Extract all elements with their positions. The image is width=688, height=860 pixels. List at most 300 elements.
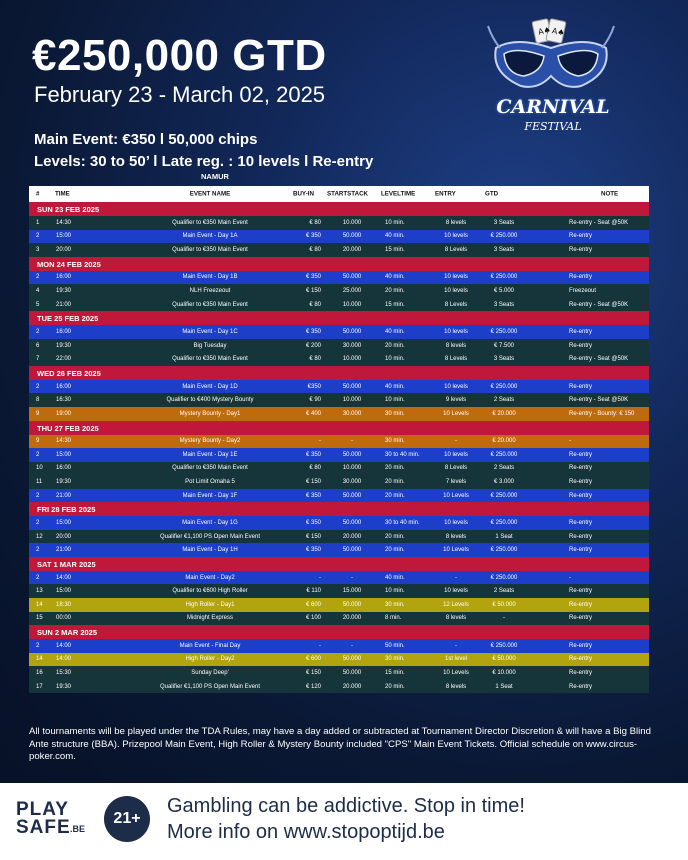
day-header	[29, 625, 649, 639]
cell-leveltime: 30 to 40 min.	[385, 520, 420, 527]
cell-entry: 10 levels	[444, 520, 468, 527]
cell-note: Re-entry	[569, 642, 593, 649]
cell-number: 15	[36, 615, 43, 622]
cell-time: 15:00	[56, 451, 72, 458]
cell-buyin: € 400	[305, 410, 321, 417]
cell-note: Re-entry	[569, 588, 593, 595]
cell-event: Main Event - Day 1D	[182, 383, 238, 390]
cell-startstack: -	[351, 438, 353, 445]
table-header	[29, 186, 649, 202]
col-header-event: EVENT NAME	[189, 190, 231, 198]
playsafe-logo-line2: SAFE	[16, 817, 71, 838]
cell-note: Re-entry - Seat @50K	[569, 219, 629, 226]
cell-number: 9	[36, 438, 40, 445]
footer-note: All tournaments will be played under the TDA Rules, may have a day added or subtracted at Tournament Director Discretion & will have a Big Blind Ante structure (BBA). Prizepool Main Event, High Roller & Mystery Bounty included "CPS" Main Event Tickets. Official schedule on www.circus-poker.com.	[29, 726, 651, 763]
cell-leveltime: 50 min.	[385, 642, 405, 649]
cell-buyin: € 600	[305, 656, 321, 663]
cell-entry: 8 levels	[445, 342, 467, 349]
cell-gtd: € 250.000	[490, 574, 518, 581]
cell-event: Main Event - Day2	[185, 574, 235, 581]
cell-entry: 8 levels	[445, 533, 467, 540]
cell-leveltime: 40 min.	[385, 574, 405, 581]
table-row	[29, 325, 649, 339]
cell-note: Re-entry	[569, 533, 593, 540]
cell-startstack: 50.000	[342, 601, 362, 608]
carnival-festival-logo	[478, 8, 628, 140]
schedule-table	[29, 186, 649, 693]
cell-time: 19:30	[56, 683, 72, 690]
cell-time: 16:00	[56, 465, 72, 472]
cell-leveltime: 30 min.	[385, 410, 405, 417]
cell-buyin: € 350	[305, 329, 321, 336]
table-row	[29, 571, 649, 585]
cell-leveltime: 15 min.	[385, 246, 405, 253]
cell-number: 11	[36, 478, 43, 485]
day-label: FRI 28 FEB 2025	[37, 505, 96, 515]
cell-gtd: 2 Seats	[493, 397, 515, 404]
cell-leveltime: 10 min.	[385, 588, 405, 595]
cell-gtd: € 250.000	[490, 383, 518, 390]
cell-buyin: € 350	[305, 451, 321, 458]
svg-text:A♠: A♠	[551, 26, 566, 38]
table-row	[29, 284, 649, 298]
cell-note: Re-entry	[569, 465, 593, 472]
cell-number: 2	[36, 383, 40, 390]
logo-subtitle: FESTIVAL	[524, 120, 582, 133]
cell-buyin: € 350	[305, 233, 321, 240]
cell-startstack: 50.000	[342, 329, 362, 336]
cell-buyin: € 80	[309, 219, 321, 226]
table-row	[29, 475, 649, 489]
cell-buyin: € 150	[305, 533, 321, 540]
day-label: SAT 1 MAR 2025	[37, 559, 96, 569]
cell-time: 16:00	[56, 274, 72, 281]
table-body	[29, 202, 649, 693]
cell-event: Main Event - Final Day	[179, 642, 241, 649]
cell-gtd: 3 Seats	[493, 219, 515, 226]
cell-number: 2	[36, 492, 40, 499]
cell-event: High Roller - Day1	[185, 601, 235, 608]
cell-event: Sunday Deep'	[191, 669, 229, 676]
cell-buyin: -	[319, 642, 321, 649]
table-row	[29, 448, 649, 462]
cell-gtd: 2 Seats	[493, 465, 515, 472]
table-row	[29, 216, 649, 230]
cell-entry: 8 Levels	[444, 301, 468, 308]
cell-buyin: € 90	[309, 397, 321, 404]
logo-title: CARNIVAL	[496, 96, 610, 118]
gambling-warning: Gambling can be addictive. Stop in time!	[167, 795, 525, 817]
main-event-info: Main Event: €350 l 50,000 chips	[34, 131, 258, 148]
cell-startstack: -	[351, 642, 353, 649]
cell-entry: 10 levels	[444, 588, 468, 595]
cell-note: Re-entry	[569, 683, 593, 690]
cell-startstack: 10.000	[342, 301, 362, 308]
cell-startstack: 50.000	[342, 669, 362, 676]
table-row	[29, 612, 649, 626]
cell-startstack: 30.000	[342, 410, 362, 417]
col-header-entry: ENTRY	[435, 190, 456, 198]
day-label: WED 26 FEB 2025	[37, 368, 101, 378]
cell-number: 2	[36, 520, 40, 527]
cell-note: Re-entry	[569, 669, 593, 676]
cell-event: Midnight Express	[186, 615, 234, 622]
cell-leveltime: 20 min.	[385, 533, 405, 540]
cell-event: Qualifier to €350 Main Event	[172, 356, 248, 363]
cell-event: Main Event - Day 1F	[182, 492, 238, 499]
cell-number: 14	[36, 656, 43, 663]
cell-note: Re-entry	[569, 615, 593, 622]
cell-entry: 10 levels	[444, 329, 468, 336]
cell-note: Re-entry	[569, 329, 593, 336]
cell-number: 12	[36, 533, 43, 540]
cell-event: Main Event - Day 1C	[182, 329, 238, 336]
cell-leveltime: 30 min.	[385, 601, 405, 608]
cell-entry: 10 levels	[444, 383, 468, 390]
cell-time: 21:00	[56, 492, 72, 499]
cell-number: 4	[36, 287, 40, 294]
day-header	[29, 502, 649, 516]
table-row	[29, 380, 649, 394]
cell-number: 10	[36, 465, 43, 472]
cell-number: 17	[36, 683, 43, 690]
cell-gtd: € 250.000	[490, 329, 518, 336]
cell-number: 2	[36, 233, 40, 240]
cell-leveltime: 40 min.	[385, 233, 405, 240]
cell-gtd: € 250.000	[490, 547, 518, 554]
cell-entry: 8 levels	[445, 683, 467, 690]
cell-number: 2	[36, 547, 40, 554]
cell-time: 21:00	[56, 301, 72, 308]
cell-entry: 10 Levels	[443, 410, 469, 417]
table-row	[29, 407, 649, 421]
cell-leveltime: 20 min.	[385, 287, 405, 294]
cell-startstack: 15.000	[342, 588, 362, 595]
col-header-leveltime: LEVELTIME	[381, 190, 416, 198]
cell-note: -	[569, 438, 571, 445]
cell-note: Re-entry	[569, 601, 593, 608]
cell-time: 19:00	[56, 410, 72, 417]
cell-gtd: € 20.000	[492, 410, 516, 417]
cell-note: Re-entry - Seat @50K	[569, 397, 629, 404]
cell-time: 19:30	[56, 287, 72, 294]
cell-event: Qualifier to €350 Main Event	[172, 246, 248, 253]
day-header	[29, 311, 649, 325]
day-header	[29, 557, 649, 571]
cell-buyin: € 150	[305, 478, 321, 485]
cell-startstack: 20.000	[342, 615, 362, 622]
cell-time: 14:00	[56, 574, 72, 581]
table-row	[29, 462, 649, 476]
page-title: €250,000 GTD	[32, 31, 327, 80]
cell-leveltime: 40 min.	[385, 383, 405, 390]
cell-event: Main Event - Day 1H	[182, 547, 238, 554]
cell-leveltime: 20 min.	[385, 683, 405, 690]
cell-event: Qualifier to €350 Main Event	[172, 301, 248, 308]
cell-leveltime: 10 min.	[385, 397, 405, 404]
cell-gtd: € 5.000	[493, 287, 515, 294]
cell-event: Main Event - Day 1G	[182, 520, 238, 527]
cell-time: 15:00	[56, 520, 72, 527]
cell-entry: 10 Levels	[443, 669, 469, 676]
day-label: SUN 23 FEB 2025	[37, 205, 100, 214]
cell-buyin: € 150	[305, 669, 321, 676]
cell-gtd: € 20.000	[492, 438, 516, 445]
cell-number: 5	[36, 301, 40, 308]
cell-number: 1	[36, 219, 40, 226]
table-row	[29, 666, 649, 680]
cell-leveltime: 10 min.	[385, 219, 405, 226]
cell-time: 00:00	[56, 615, 72, 622]
playsafe-logo-suffix: .BE	[70, 824, 86, 834]
playsafe-logo-line1: PLAY	[16, 799, 69, 820]
cell-time: 16:30	[56, 397, 72, 404]
cell-startstack: 50.000	[342, 547, 362, 554]
cell-buyin: € 350	[305, 547, 321, 554]
col-header-number: #	[36, 190, 40, 198]
cell-buyin: € 350	[305, 492, 321, 499]
cell-buyin: € 80	[309, 246, 321, 253]
cell-gtd: € 250.000	[490, 492, 518, 499]
cell-time: 19:30	[56, 342, 72, 349]
cell-startstack: 30.000	[342, 342, 362, 349]
cell-entry: 9 levels	[445, 397, 467, 404]
cell-gtd: 2 Seats	[493, 588, 515, 595]
cell-time: 15:30	[56, 669, 72, 676]
cell-note: Re-entry	[569, 233, 593, 240]
cell-note: Re-entry	[569, 478, 593, 485]
cell-gtd: € 250.000	[490, 274, 518, 281]
cell-number: 2	[36, 329, 40, 336]
cell-startstack: 50.000	[342, 233, 362, 240]
cell-buyin: €350	[307, 383, 321, 390]
cell-number: 8	[36, 397, 40, 404]
cell-event: Qualifier €1,100 PS Open Main Event	[159, 533, 261, 540]
cell-note: Re-entry	[569, 342, 593, 349]
table-row	[29, 339, 649, 353]
cell-time: 14:30	[56, 438, 72, 445]
table-row	[29, 230, 649, 244]
cell-time: 20:00	[56, 533, 72, 540]
col-header-buyin: BUY-IN	[293, 190, 314, 198]
cell-entry: 10 Levels	[443, 547, 469, 554]
day-header	[29, 421, 649, 435]
cell-buyin: -	[319, 438, 321, 445]
cell-startstack: 10.000	[342, 465, 362, 472]
cell-time: 21:00	[56, 547, 72, 554]
cell-entry: 12 Levels	[443, 601, 469, 608]
cell-event: Qualifier to €400 Mystery Bounty	[166, 397, 254, 404]
cell-gtd: 3 Seats	[493, 356, 515, 363]
cell-note: Re-entry	[569, 656, 593, 663]
cell-startstack: 30.000	[342, 478, 362, 485]
cell-buyin: € 600	[305, 601, 321, 608]
table-row	[29, 639, 649, 653]
col-header-time: TIME	[55, 190, 70, 198]
cell-event: Qualifier to €600 High Roller	[172, 588, 248, 595]
cell-time: 19:30	[56, 478, 72, 485]
cell-leveltime: 20 min.	[385, 547, 405, 554]
cell-buyin: € 80	[309, 356, 321, 363]
cell-startstack: 10.000	[342, 219, 362, 226]
cell-gtd: 3 Seats	[493, 301, 515, 308]
table-row	[29, 298, 649, 312]
cell-time: 15:00	[56, 233, 72, 240]
cell-event: High Roller - Day2	[185, 656, 235, 663]
cell-event: NLH Freezeout	[189, 287, 231, 294]
table-row	[29, 530, 649, 544]
cell-buyin: € 150	[305, 287, 321, 294]
table-row	[29, 352, 649, 366]
cell-number: 7	[36, 356, 40, 363]
cell-number: 6	[36, 342, 40, 349]
day-label: SUN 2 MAR 2025	[37, 628, 98, 638]
cell-gtd: € 250.000	[490, 520, 518, 527]
day-label: THU 27 FEB 2025	[37, 423, 99, 433]
cell-number: 3	[36, 246, 40, 253]
levels-info: Levels: 30 to 50’ l Late reg. : 10 levels l Re-entry	[34, 153, 374, 170]
cell-time: 16:00	[56, 329, 72, 336]
cell-entry: -	[455, 642, 457, 649]
cell-startstack: 10.000	[342, 397, 362, 404]
table-row	[29, 435, 649, 449]
cell-time: 18:30	[56, 601, 72, 608]
cell-leveltime: 30 min.	[385, 656, 405, 663]
table-row	[29, 680, 649, 694]
cell-leveltime: 15 min.	[385, 301, 405, 308]
help-info: More info on www.stopoptijd.be	[167, 821, 445, 843]
cell-note: Freezeout	[569, 287, 597, 294]
cell-buyin: € 350	[305, 274, 321, 281]
cell-leveltime: 20 min.	[385, 478, 405, 485]
cell-number: 16	[36, 669, 43, 676]
cell-event: Mystery Bounty - Day1	[179, 410, 241, 417]
cell-buyin: € 120	[305, 683, 321, 690]
cell-note: -	[569, 574, 571, 581]
table-row	[29, 584, 649, 598]
cell-entry: 1st level	[444, 656, 467, 663]
cell-entry: -	[455, 574, 457, 581]
cell-number: 9	[36, 410, 40, 417]
cell-startstack: 20.000	[342, 533, 362, 540]
cell-entry: 8 levels	[445, 219, 467, 226]
cell-startstack: 50.000	[342, 656, 362, 663]
cell-number: 2	[36, 451, 40, 458]
cell-gtd: € 50.000	[492, 601, 516, 608]
cell-entry: 8 Levels	[444, 465, 468, 472]
cell-startstack: 50.000	[342, 451, 362, 458]
cell-entry: 7 levels	[445, 478, 467, 485]
cell-number: 2	[36, 274, 40, 281]
location-label: NAMUR	[201, 172, 229, 181]
table-row	[29, 543, 649, 557]
svg-text:A♠: A♠	[537, 25, 552, 37]
cell-leveltime: 15 min.	[385, 669, 405, 676]
cell-gtd: € 7.500	[493, 342, 515, 349]
table-row	[29, 243, 649, 257]
cell-leveltime: 30 min.	[385, 438, 405, 445]
cell-event: Pot Limit Omaha 5	[185, 478, 235, 485]
cell-event: Main Event - Day 1B	[182, 274, 238, 281]
cell-note: Re-entry	[569, 274, 593, 281]
age-limit-badge: 21+	[104, 796, 150, 842]
col-header-startstack: STARTSTACK	[327, 190, 369, 198]
cell-time: 22:00	[56, 356, 72, 363]
cell-event: Mystery Bounty - Day2	[179, 438, 241, 445]
cell-entry: 10 levels	[444, 233, 468, 240]
cell-note: Re-entry - Bounty: € 150	[569, 410, 635, 417]
table-row	[29, 516, 649, 530]
cell-leveltime: 20 min.	[385, 342, 405, 349]
cell-time: 14:30	[56, 219, 72, 226]
cell-buyin: € 350	[305, 520, 321, 527]
cell-number: 2	[36, 574, 40, 581]
cell-gtd: 1 Seat	[495, 533, 513, 540]
cell-number: 13	[36, 588, 43, 595]
cell-time: 20:00	[56, 246, 72, 253]
cell-buyin: -	[319, 574, 321, 581]
cell-gtd: € 250.000	[490, 642, 518, 649]
cell-entry: -	[455, 438, 457, 445]
cell-gtd: -	[503, 615, 505, 622]
cell-startstack: 20.000	[342, 246, 362, 253]
cell-buyin: € 100	[305, 615, 321, 622]
cell-entry: 10 levels	[444, 274, 468, 281]
cell-note: Re-entry - Seat @50K	[569, 301, 629, 308]
cell-startstack: 50.000	[342, 492, 362, 499]
cell-gtd: € 50.000	[492, 656, 516, 663]
day-label: MON 24 FEB 2025	[37, 259, 101, 269]
cell-event: Qualifier to €350 Main Event	[172, 219, 248, 226]
cell-gtd: € 250.000	[490, 451, 518, 458]
cell-leveltime: 8 min.	[385, 615, 402, 622]
cell-note: Re-entry	[569, 547, 593, 554]
col-header-note: NOTE	[601, 190, 619, 198]
cell-entry: 10 levels	[444, 451, 468, 458]
cell-gtd: 1 Seat	[495, 683, 513, 690]
cell-note: Re-entry	[569, 383, 593, 390]
cell-leveltime: 20 min.	[385, 492, 405, 499]
event-dates: February 23 - March 02, 2025	[34, 82, 326, 107]
cell-buyin: € 80	[309, 301, 321, 308]
cell-leveltime: 40 min.	[385, 274, 405, 281]
cell-time: 15:00	[56, 588, 72, 595]
cell-startstack: 20.000	[342, 683, 362, 690]
cell-leveltime: 20 min.	[385, 465, 405, 472]
cell-startstack: 10.000	[342, 356, 362, 363]
cell-entry: 8 levels	[445, 615, 467, 622]
cell-number: 2	[36, 642, 40, 649]
day-header	[29, 366, 649, 380]
cell-entry: 8 Levels	[444, 356, 468, 363]
cell-startstack: -	[351, 574, 353, 581]
cell-note: Re-entry - Seat @50K	[569, 356, 629, 363]
day-header	[29, 257, 649, 271]
cell-note: Re-entry	[569, 520, 593, 527]
cell-gtd: € 10.000	[492, 669, 516, 676]
cell-startstack: 50.000	[342, 520, 362, 527]
day-label: TUE 25 FEB 2025	[37, 314, 99, 324]
cell-note: Re-entry	[569, 246, 593, 253]
cell-event: Qualifier to €350 Main Event	[172, 465, 248, 472]
cell-event: Main Event - Day 1A	[182, 233, 238, 240]
cell-leveltime: 10 min.	[385, 356, 405, 363]
cell-time: 14:00	[56, 642, 72, 649]
day-header	[29, 202, 649, 216]
cell-leveltime: 30 to 40 min.	[385, 451, 420, 458]
cell-time: 14:00	[56, 656, 72, 663]
cell-gtd: € 3.000	[493, 478, 515, 485]
